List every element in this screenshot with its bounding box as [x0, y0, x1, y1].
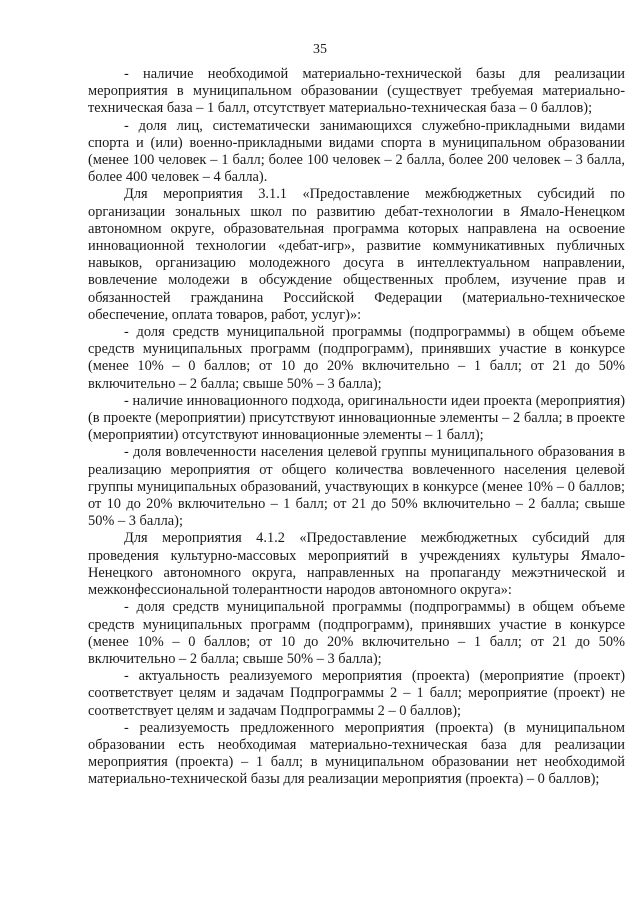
- paragraph-measure-4-1-2-heading: Для мероприятия 4.1.2 «Предоставление межбюджетных субсидий для проведения культурно-массовых мероприятий в учреждениях культуры Ямало-Ненецкого автономного округа, направленных на пропаганду межэтнической и межконфессиональной толерантности народов автономного округа»:: [88, 530, 625, 599]
- paragraph-sports-share-criterion: - доля лиц, систематически занимающихся служебно-прикладными видами спорта и (или) военно-прикладными видами спорта в муниципальном образовании (менее 100 человек – 1 балл; более 100 человек – 2 балла, более 200 человек – 3 балла, более 400 человек – 4 балла).: [88, 117, 625, 186]
- paragraph-relevance-criterion: - актуальность реализуемого мероприятия (проекта) (мероприятие (проект) соответствует целям и задачам Подпрограммы 2 – 1 балл; мероприятие (проект) не соответствует целям и задачам Подпрограммы 2 – 0 баллов);: [88, 668, 625, 719]
- body-text: [88, 66, 625, 789]
- paragraph-measure-3-1-1-heading: Для мероприятия 3.1.1 «Предоставление межбюджетных субсидий по организации зональных школ по развитию дебат-технологии в Ямало-Ненецком автономном округе, образовательная программа которых направлена на освоение инновационной технологии «дебат-игр», развитие коммуникативных публичных навыков, организацию молодежного досуга в интеллектуальном направлении, вовлечение молодежи в обсуждение общественных проблем, изучение прав и обязанностей гражданина Российской Федерации (материально-техническое обеспечение, оплата товаров, работ, услуг)»:: [88, 186, 625, 323]
- paragraph-innovation-criterion: - наличие инновационного подхода, оригинальности идеи проекта (мероприятия) (в проекте (мероприятии) присутствуют инновационные элементы – 2 балла; в проекте (мероприятии) отсутствуют инновационные элементы – 1 балл);: [88, 392, 625, 444]
- page-number: 35: [313, 42, 327, 57]
- paragraph-material-base-criterion: - наличие необходимой материально-технической базы для реализации мероприятия в муниципальном образовании (существует требуемая материально-техническая база – 1 балл, отсутствует материально-техническая база – 0 баллов);: [88, 66, 625, 117]
- paragraph-funds-share-criterion: - доля средств муниципальной программы (подпрограммы) в общем объеме средств муниципальных программ (подпрограмм), принявших участие в конкурсе (менее 10% – 0 баллов; от 10 до 20% включительно – 1 балл; от 21 до 50% включительно – 2 балла; свыше 50% – 3 балла);: [88, 324, 625, 392]
- paragraph-feasibility-criterion: - реализуемость предложенного мероприятия (проекта) (в муниципальном образовании есть необходимая материально-техническая база для реализации мероприятия (проекта) – 1 балл; в муниципальном образовании нет необходимой материально-технической базы для реализации мероприятия (проекта) – 0 баллов);: [88, 719, 625, 788]
- paragraph-funds-share-criterion-2: - доля средств муниципальной программы (подпрограммы) в общем объеме средств муниципальных программ (подпрограмм), принявших участие в конкурсе (менее 10% – 0 баллов; от 10 до 20% включительно – 1 балл; от 21 до 50% включительно – 2 балла; свыше 50% – 3 балла);: [88, 599, 625, 667]
- paragraph-involvement-criterion: - доля вовлеченности населения целевой группы муниципального образования в реализацию мероприятия от общего количества вовлеченного населения целевой группы муниципальных образований, участвующих в конкурсе (менее 10% – 0 баллов; от 10 до 20% включительно – 1 балл; от 21 до 50% включительно – 2 балла; свыше 50% – 3 балла);: [88, 444, 625, 530]
